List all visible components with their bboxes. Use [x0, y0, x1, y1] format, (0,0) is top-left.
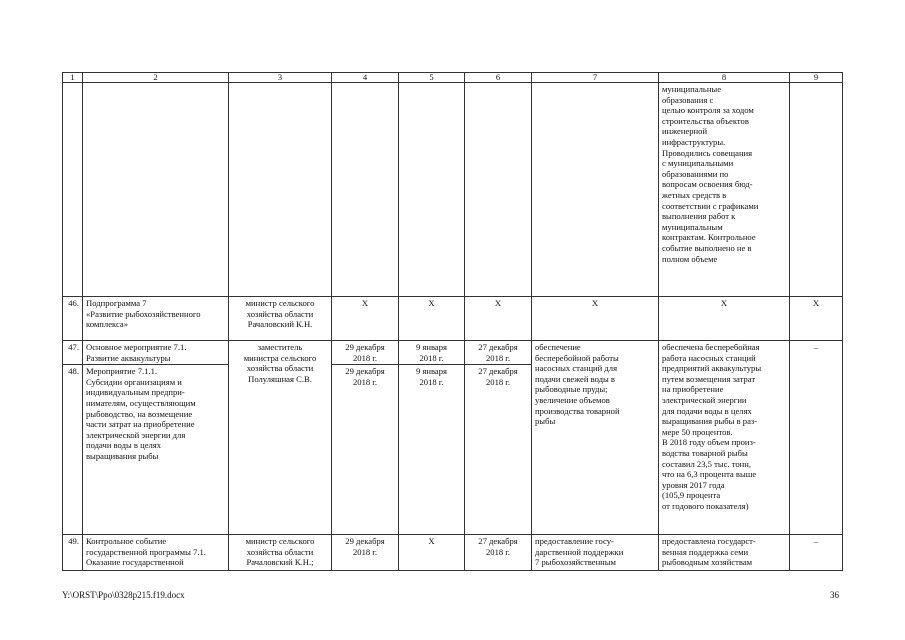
responsible-cell: заместитель министра сельского хозяйства области Полуляшная С.В. [229, 341, 332, 535]
header-cell: 4 [332, 73, 399, 83]
note-cell: – [790, 341, 843, 535]
report-table [62, 72, 843, 571]
end-date-cell: 27 декабря 2018 г. [465, 341, 532, 365]
table-row [63, 83, 843, 297]
end-date-cell: 27 декабря 2018 г. [465, 535, 532, 571]
table-row [63, 535, 843, 571]
row-number: 46. [63, 297, 83, 341]
header-cell: 2 [83, 73, 229, 83]
page-number: 36 [830, 590, 839, 600]
start-date-cell: X [399, 297, 465, 341]
plan-date-cell: X [332, 297, 399, 341]
header-row [63, 73, 843, 83]
plan-date-cell: 29 декабря 2018 г. [332, 365, 399, 535]
plan-date-cell: 29 декабря 2018 г. [332, 341, 399, 365]
result-cell: муниципальные образования с целью контроля за ходом строительства объектов инженерной инфраструктуры. Проводились совещания с муниципальными образованиями по вопросам освоения бюд- жетных средств в соответствии с графиками выполнения работ к муниципальным контрактам. Контрольное событие выполнено не в полном объеме [659, 83, 790, 297]
table-row [63, 297, 843, 341]
expected-result-cell: X [532, 297, 659, 341]
event-name-cell: Подпрограмма 7 «Развитие рыбохозяйственного комплекса» [83, 297, 229, 341]
expected-result-cell: обеспечение бесперебойной работы насосных станций для подачи свежей воды в рыбоводные пруды; увеличение объемов производства товарной рыбы [532, 341, 659, 535]
header-cell: 1 [63, 73, 83, 83]
row-number: 48. [63, 365, 83, 535]
header-cell: 6 [465, 73, 532, 83]
result-cell: X [659, 297, 790, 341]
result-cell: обеспечена бесперебойная работа насосных станций предприятий аквакультуры путем возмещения затрат на приобретение электрической энергии для подачи воды в целях выращивания рыбы в раз- мере 50 процентов. В 2018 году объем произ- водства товарной рыбы составил 23,5 тыс. тонн, что на 6,3 процента выше уровня 2017 года (105,9 процента от годового показателя) [659, 341, 790, 535]
start-date-cell: X [399, 535, 465, 571]
event-name-cell: Основное мероприятие 7.1. Развитие аквакультуры [83, 341, 229, 365]
header-cell: 7 [532, 73, 659, 83]
note-cell: X [790, 297, 843, 341]
header-cell: 3 [229, 73, 332, 83]
table-row [63, 341, 843, 365]
expected-result-cell: предоставление госу- дарственной поддержки 7 рыбохозяйственным [532, 535, 659, 571]
header-cell: 8 [659, 73, 790, 83]
result-cell: предоставлена государст- венная поддержка семи рыбоводным хозяйствам [659, 535, 790, 571]
note-cell: – [790, 535, 843, 571]
event-name-cell: Контрольное событие государственной программы 7.1. Оказание государственной [83, 535, 229, 571]
start-date-cell: 9 января 2018 г. [399, 341, 465, 365]
responsible-cell: министр сельского хозяйства области Рачаловский К.Н. [229, 297, 332, 341]
end-date-cell: 27 декабря 2018 г. [465, 365, 532, 535]
row-number: 49. [63, 535, 83, 571]
event-name-cell: Мероприятие 7.1.1. Субсидии организациям и индивидуальным предпри- нимателям, осуществляющим рыбоводство, на возмещение части затрат на приобретение электрической энергии для подачи воды в целях выращивания рыбы [83, 365, 229, 535]
start-date-cell: 9 января 2018 г. [399, 365, 465, 535]
plan-date-cell: 29 декабря 2018 г. [332, 535, 399, 571]
footer-file-path: Y:\ORST\Ppo\0328p215.f19.docx [62, 590, 185, 600]
header-cell: 5 [399, 73, 465, 83]
responsible-cell: министр сельского хозяйства области Рачаловский К.Н.; [229, 535, 332, 571]
end-date-cell: X [465, 297, 532, 341]
header-cell: 9 [790, 73, 843, 83]
row-number: 47. [63, 341, 83, 365]
